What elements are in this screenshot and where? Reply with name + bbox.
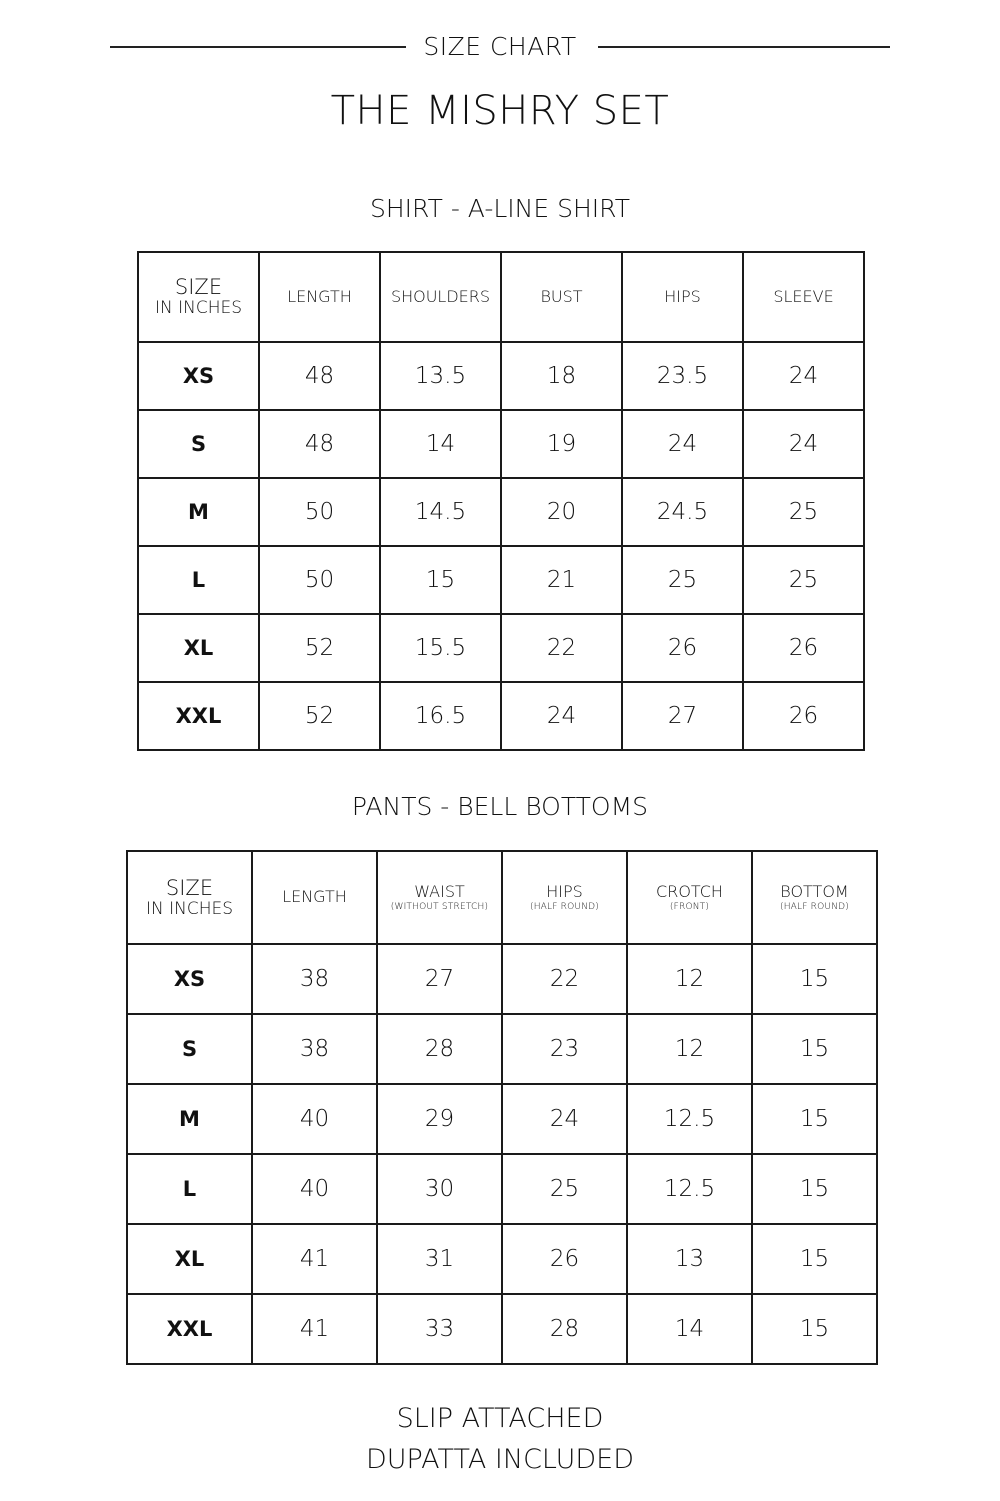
pants-size-cell: M xyxy=(127,1084,252,1154)
shirt-value-cell: 48 xyxy=(259,410,380,478)
pants-header-bottom-note: (HALF ROUND) xyxy=(780,901,849,912)
shirt-size-cell: M xyxy=(138,478,259,546)
shirt-header-size-unit: IN INCHES xyxy=(154,298,243,319)
shirt-value-cell: 15 xyxy=(380,546,501,614)
shirt-value-cell: 25 xyxy=(743,546,864,614)
pants-value-cell: 15 xyxy=(752,1154,877,1224)
pants-value-cell: 12 xyxy=(627,944,752,1014)
pants-header-row xyxy=(127,851,877,944)
shirt-value-cell: 50 xyxy=(259,478,380,546)
shirt-value-cell: 50 xyxy=(259,546,380,614)
shirt-value-cell: 18 xyxy=(501,342,622,410)
shirt-value-cell: 25 xyxy=(622,546,743,614)
shirt-value-cell: 14.5 xyxy=(380,478,501,546)
pants-table-row xyxy=(127,1224,877,1294)
pants-value-cell: 12.5 xyxy=(627,1154,752,1224)
shirt-header-size xyxy=(138,252,259,342)
shirt-size-cell: L xyxy=(138,546,259,614)
shirt-size-cell: XL xyxy=(138,614,259,682)
shirt-value-cell: 14 xyxy=(380,410,501,478)
pants-header-size-unit: IN INCHES xyxy=(145,898,234,919)
pants-value-cell: 15 xyxy=(752,1294,877,1364)
shirt-size-table xyxy=(137,251,865,751)
pants-value-cell: 22 xyxy=(502,944,627,1014)
shirt-header-bust: BUST xyxy=(501,252,622,342)
pants-header-bottom xyxy=(752,851,877,944)
footer-dupatta-note: DUPATTA INCLUDED xyxy=(365,1444,635,1475)
pants-header-crotch-label: CROTCH xyxy=(656,882,723,902)
pants-value-cell: 40 xyxy=(252,1154,377,1224)
shirt-value-cell: 52 xyxy=(259,682,380,750)
shirt-value-cell: 25 xyxy=(743,478,864,546)
pants-header-bottom-label: BOTTOM xyxy=(780,882,849,902)
pants-header-crotch xyxy=(627,851,752,944)
pants-value-cell: 23 xyxy=(502,1014,627,1084)
shirt-table-row xyxy=(138,478,864,546)
shirt-value-cell: 52 xyxy=(259,614,380,682)
pants-size-cell: XS xyxy=(127,944,252,1014)
pants-value-cell: 38 xyxy=(252,1014,377,1084)
pants-header-crotch-note: (FRONT) xyxy=(669,901,710,912)
shirt-header-length: LENGTH xyxy=(259,252,380,342)
shirt-section-title: SHIRT - A-LINE SHIRT xyxy=(370,194,630,223)
shirt-value-cell: 26 xyxy=(743,682,864,750)
pants-value-cell: 15 xyxy=(752,1084,877,1154)
pants-value-cell: 12.5 xyxy=(627,1084,752,1154)
pants-size-table xyxy=(126,850,878,1365)
pants-table-body xyxy=(127,944,877,1364)
pants-value-cell: 15 xyxy=(752,1224,877,1294)
shirt-table-row xyxy=(138,410,864,478)
shirt-size-cell: S xyxy=(138,410,259,478)
shirt-value-cell: 16.5 xyxy=(380,682,501,750)
pants-header-hips-label: HIPS xyxy=(546,882,583,902)
pants-value-cell: 31 xyxy=(377,1224,502,1294)
pants-value-cell: 30 xyxy=(377,1154,502,1224)
pants-table-row xyxy=(127,1084,877,1154)
pants-value-cell: 41 xyxy=(252,1224,377,1294)
pants-section-title: PANTS - BELL BOTTOMS xyxy=(351,792,649,821)
shirt-size-cell: XS xyxy=(138,342,259,410)
footer-slip-note: SLIP ATTACHED xyxy=(396,1403,604,1434)
pants-size-cell: L xyxy=(127,1154,252,1224)
pants-value-cell: 12 xyxy=(627,1014,752,1084)
shirt-value-cell: 27 xyxy=(622,682,743,750)
shirt-header-row xyxy=(138,252,864,342)
shirt-value-cell: 24 xyxy=(501,682,622,750)
pants-header-size xyxy=(127,851,252,944)
pants-header-hips-note: (HALF ROUND) xyxy=(530,901,599,912)
shirt-header-hips: HIPS xyxy=(622,252,743,342)
pants-table-row xyxy=(127,944,877,1014)
pants-header-waist-label: WAIST xyxy=(414,882,465,902)
pants-value-cell: 38 xyxy=(252,944,377,1014)
shirt-value-cell: 19 xyxy=(501,410,622,478)
pants-value-cell: 15 xyxy=(752,1014,877,1084)
pants-value-cell: 28 xyxy=(502,1294,627,1364)
size-chart-label: SIZE CHART xyxy=(423,32,577,61)
pants-size-cell: S xyxy=(127,1014,252,1084)
pants-table-row xyxy=(127,1294,877,1364)
pants-size-cell: XXL xyxy=(127,1294,252,1364)
shirt-table-row xyxy=(138,546,864,614)
pants-header-waist xyxy=(377,851,502,944)
pants-value-cell: 14 xyxy=(627,1294,752,1364)
shirt-value-cell: 24 xyxy=(743,410,864,478)
pants-header-size-label: SIZE xyxy=(165,875,214,900)
shirt-value-cell: 22 xyxy=(501,614,622,682)
shirt-header-sleeve: SLEEVE xyxy=(743,252,864,342)
pants-value-cell: 13 xyxy=(627,1224,752,1294)
shirt-value-cell: 15.5 xyxy=(380,614,501,682)
pants-header-length: LENGTH xyxy=(252,851,377,944)
pants-value-cell: 41 xyxy=(252,1294,377,1364)
pants-value-cell: 27 xyxy=(377,944,502,1014)
pants-value-cell: 25 xyxy=(502,1154,627,1224)
pants-value-cell: 15 xyxy=(752,944,877,1014)
pants-value-cell: 28 xyxy=(377,1014,502,1084)
shirt-table-row xyxy=(138,342,864,410)
shirt-value-cell: 24.5 xyxy=(622,478,743,546)
shirt-value-cell: 13.5 xyxy=(380,342,501,410)
pants-value-cell: 40 xyxy=(252,1084,377,1154)
shirt-value-cell: 26 xyxy=(743,614,864,682)
shirt-header-size-label: SIZE xyxy=(174,275,223,300)
pants-value-cell: 24 xyxy=(502,1084,627,1154)
shirt-value-cell: 20 xyxy=(501,478,622,546)
shirt-value-cell: 24 xyxy=(743,342,864,410)
shirt-header-shoulders: SHOULDERS xyxy=(380,252,501,342)
pants-table-row xyxy=(127,1154,877,1224)
pants-header-waist-note: (WITHOUT STRETCH) xyxy=(390,901,489,912)
shirt-table-row xyxy=(138,682,864,750)
pants-table-row xyxy=(127,1014,877,1084)
shirt-size-cell: XXL xyxy=(138,682,259,750)
page-title: THE MISHRY SET xyxy=(330,88,670,134)
shirt-value-cell: 48 xyxy=(259,342,380,410)
shirt-table-body xyxy=(138,342,864,750)
pants-size-cell: XL xyxy=(127,1224,252,1294)
pants-value-cell: 29 xyxy=(377,1084,502,1154)
pants-value-cell: 33 xyxy=(377,1294,502,1364)
pants-header-hips xyxy=(502,851,627,944)
pants-value-cell: 26 xyxy=(502,1224,627,1294)
shirt-value-cell: 24 xyxy=(622,410,743,478)
shirt-value-cell: 26 xyxy=(622,614,743,682)
shirt-value-cell: 21 xyxy=(501,546,622,614)
shirt-value-cell: 23.5 xyxy=(622,342,743,410)
shirt-table-row xyxy=(138,614,864,682)
